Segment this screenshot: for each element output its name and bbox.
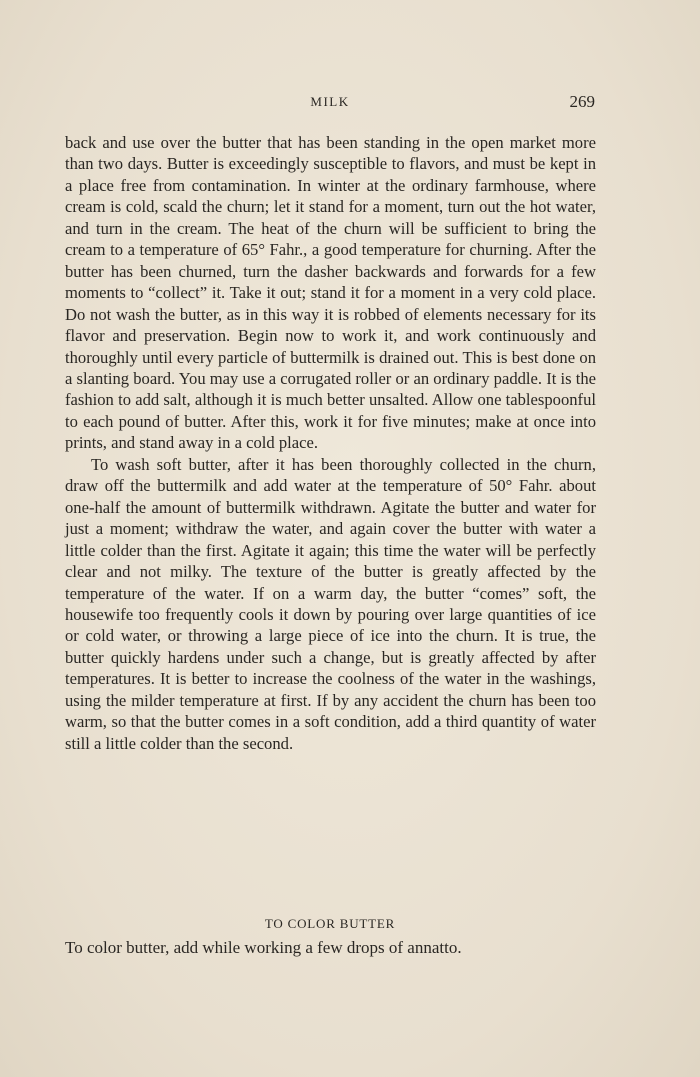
body-text [65,132,596,754]
section-text: To color butter, add while working a few drops of annatto. [65,938,462,957]
section-heading: TO COLOR BUTTER [264,916,396,931]
page-number: 269 [569,92,595,111]
paragraph-2: To wash soft butter, after it has been thoroughly collected in the churn, draw off the buttermilk and add water at the temperature of 50° Fahr. about one-half the amount of buttermilk withdrawn. Agitate the butter and water for just a moment; withdraw the water, and again cover the butter with water a little colder than the first. Agitate it again; this time the water will be perfectly clear and not milky. The texture of the butter is greatly affected by the temperature of the water. If on a warm day, the butter “comes” soft, the housewife too frequently cools it down by pouring over large quantities of ice or cold water, or throwing a large piece of ice into the churn. It is true, the butter quickly hardens under such a change, but is greatly affected by after temperatures. It is better to increase the coolness of the water in the washings, using the milder temperature at first. If by any accident the churn has been too warm, so that the butter comes in a soft condition, add a third quantity of water still a little colder than the second. [65,454,596,753]
running-head [65,92,595,116]
paragraph-1: back and use over the butter that has been standing in the open market more than two days. Butter is exceedingly susceptible to flavors, and must be kept in a place free from contamination. In winter at the ordinary farmhouse, where cream is cold, scald the churn; let it stand for a moment, turn out the hot water, and turn in the cream. The heat of the churn will be sufficient to bring the cream to a temperature of 65° Fahr., a good temperature for churning. After the butter has been churned, turn the dasher backwards and forwards for a few moments to “collect” it. Take it out; stand it for a moment in a very cold place. Do not wash the butter, as in this way it is robbed of elements necessary for its flavor and preservation. Begin now to work it, and work continuously and thoroughly until every particle of buttermilk is drained out. This is best done on a slanting board. You may use a corrugated roller or an ordinary paddle. It is the fashion to add salt, although it is much better unsalted. Allow one tablespoonful to each pound of butter. After this, work it for five minutes; make at once into prints, and stand away in a cold place. [65,133,596,453]
running-title: MILK [310,94,350,109]
